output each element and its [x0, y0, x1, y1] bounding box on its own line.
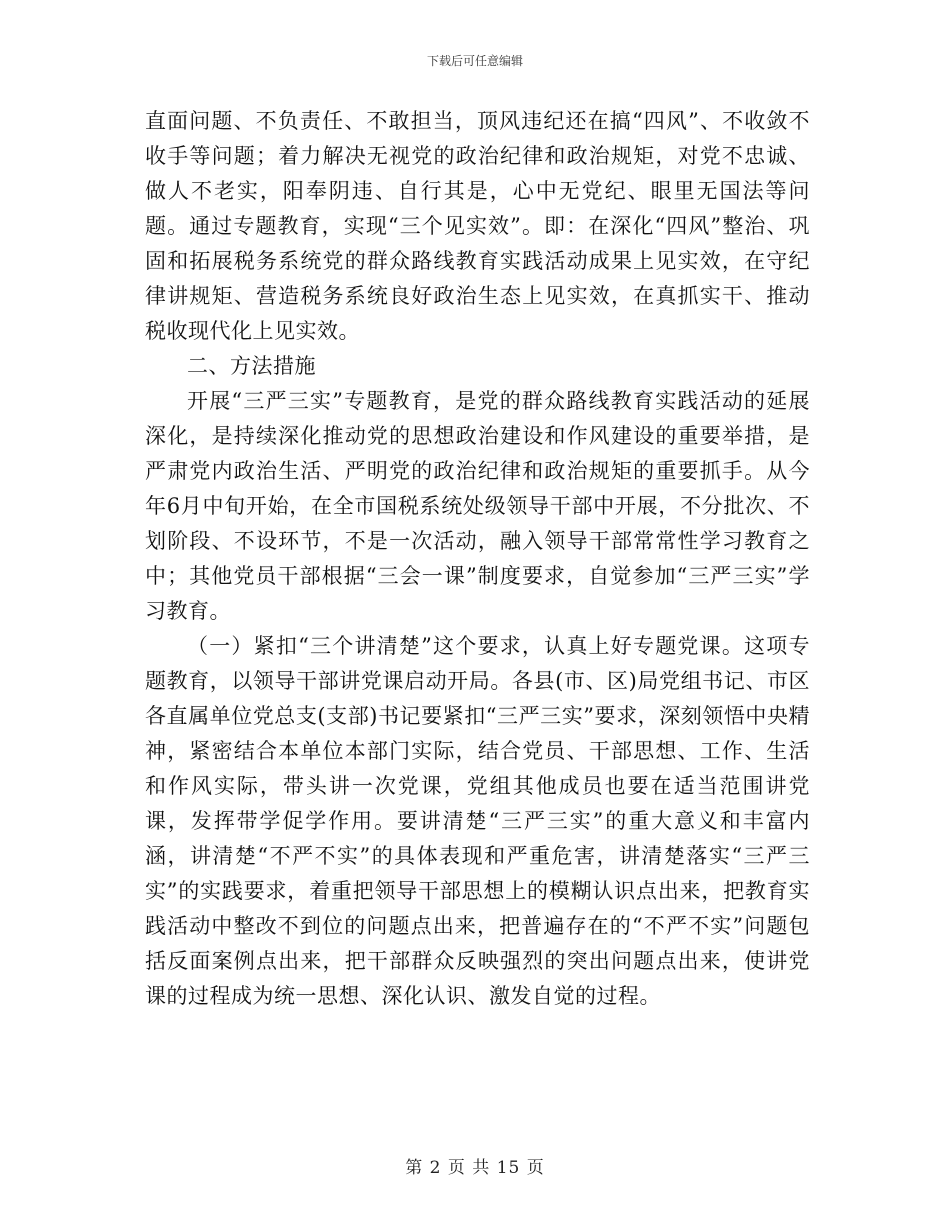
page-header-note: 下载后可任意编辑 — [426, 54, 523, 68]
section-heading: 二、方法措施 — [187, 354, 316, 378]
document-body — [145, 104, 810, 1014]
paragraph-continuation: 直面问题、不负责任、不敢担当，顶风违纪还在搞“四风”、不收敛不收手等问题；着力解决无视党的政治纪律和政治规矩，对党不忠诚、做人不老实，阳奉阴违、自行其是，心中无党纪、眼里无国法等问题。通过专题教育，实现“三个见实效”。即：在深化“四风”整治、巩固和拓展税务系统党的群众路线教育实践活动成果上见实效，在守纪律讲规矩、营造税务系统良好政治生态上见实效，在真抓实干、推动税收现代化上见实效。 — [145, 109, 810, 343]
page-number-footer: 第 2 页 共 15 页 — [405, 1158, 545, 1178]
paragraph-subsection-one: （一）紧扣“三个讲清楚”这个要求，认真上好专题党课。这项专题教育，以领导干部讲党课启动开局。各县(市、区)局党组书记、市区各直属单位党总支(支部)书记要紧扣“三严三实”要求，深刻领悟中央精神，紧密结合本单位本部门实际，结合党员、干部思想、工作、生活和作风实际，带头讲一次党课，党组其他成员也要在适当范围讲党课，发挥带学促学作用。要讲清楚“三严三实”的重大意义和丰富内涵，讲清楚“不严不实”的具体表现和严重危害，讲清楚落实“三严三实”的实践要求，着重把领导干部思想上的模糊认识点出来，把教育实践活动中整改不到位的问题点出来，把普遍存在的“不严不实”问题包括反面案例点出来，把干部群众反映强烈的突出问题点出来，使讲党课的过程成为统一思想、深化认识、激发自觉的过程。 — [145, 634, 810, 1008]
paragraph-methods-intro: 开展“三严三实”专题教育，是党的群众路线教育实践活动的延展深化，是持续深化推动党的思想政治建设和作风建设的重要举措，是严肃党内政治生活、严明党的政治纪律和政治规矩的重要抓手。从今年6月中旬开始，在全市国税系统处级领导干部中开展，不分批次、不划阶段、不设环节，不是一次活动，融入领导干部常常性学习教育之中；其他党员干部根据“三会一课”制度要求，自觉参加“三严三实”学习教育。 — [145, 389, 810, 623]
